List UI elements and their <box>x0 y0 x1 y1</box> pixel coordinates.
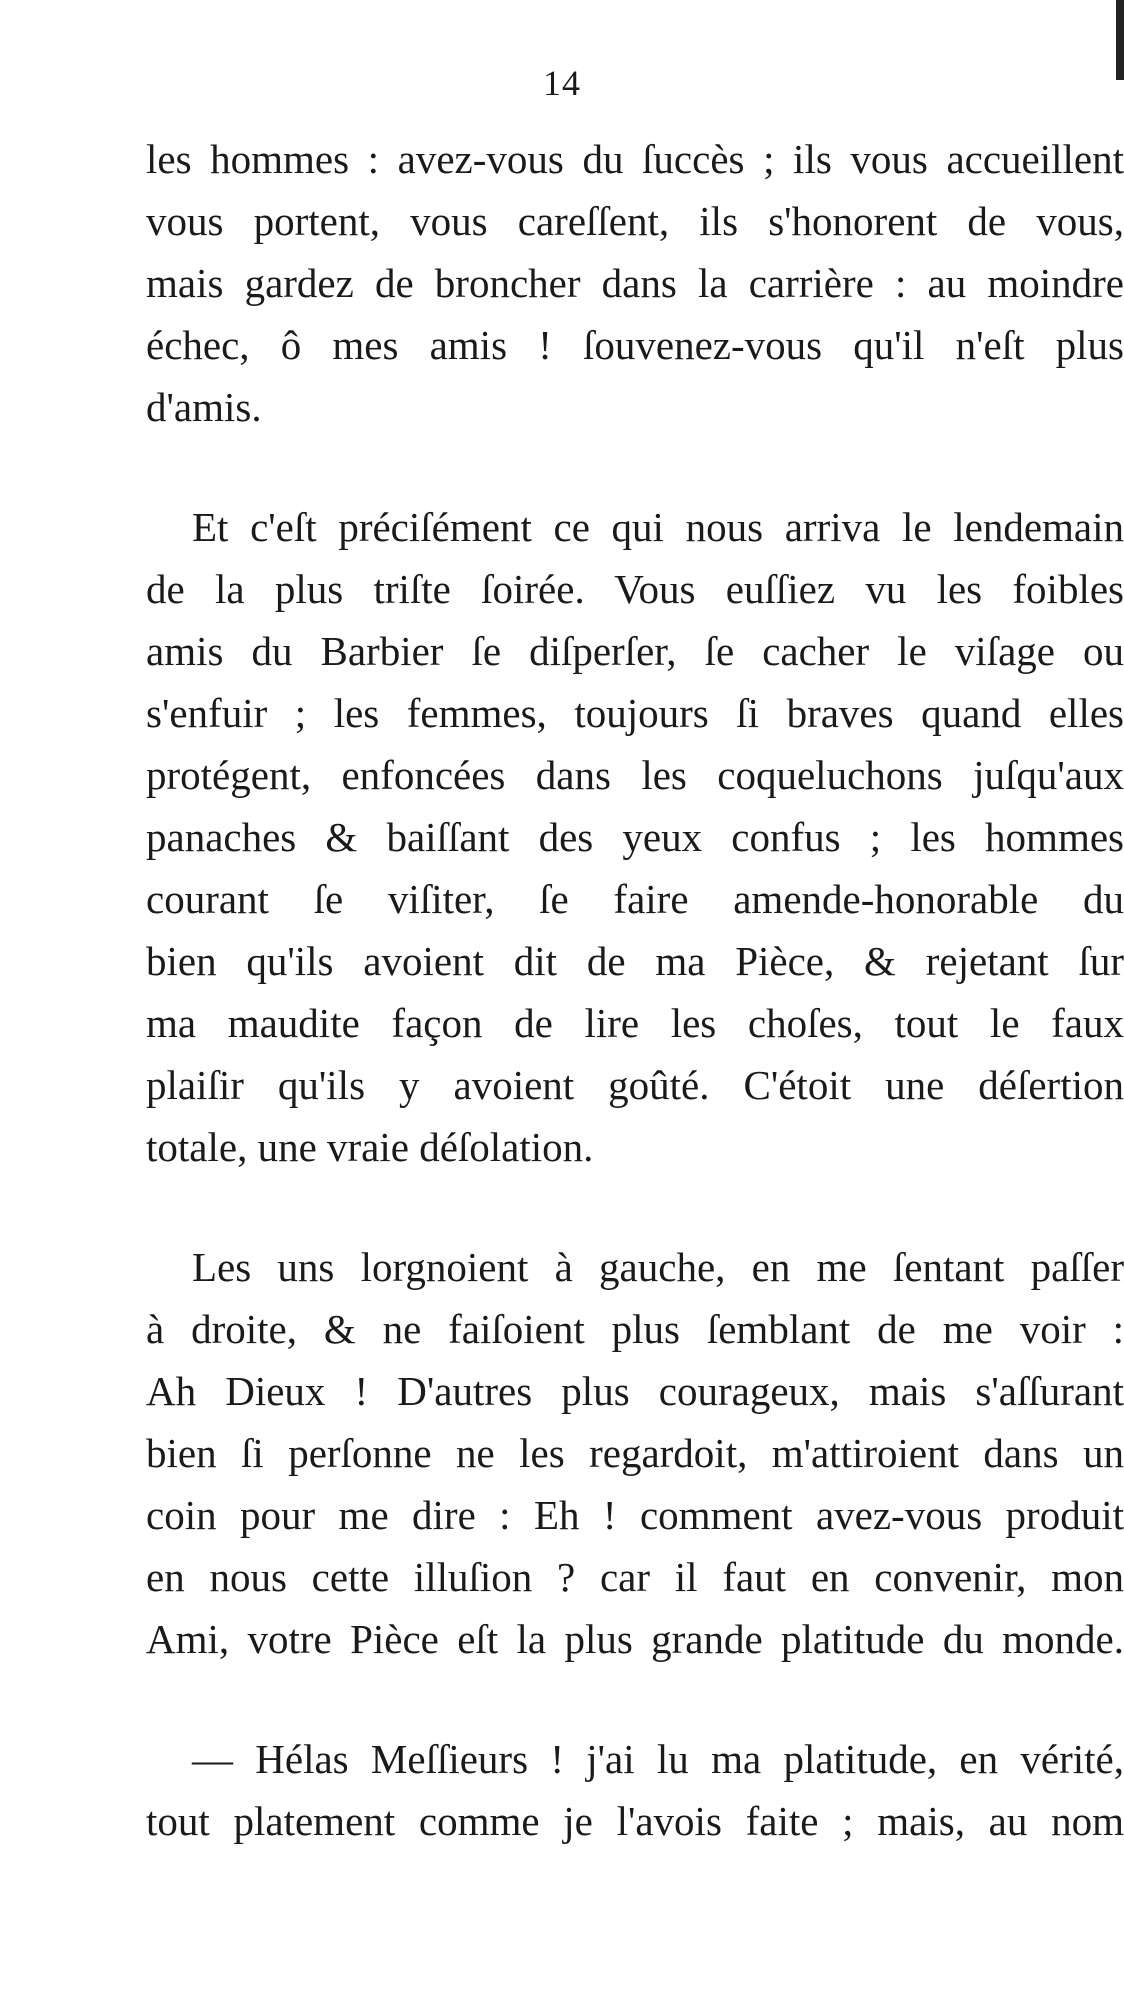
paragraph-2 <box>146 496 1124 1178</box>
text-line: — Hélas Meſſieurs ! j'ai lu ma platitude, en vérité, <box>192 1736 1124 1782</box>
page-number: 14 <box>543 63 581 103</box>
text-line: les hommes : avez-vous du ſuccès ; ils vous accueillent <box>146 136 1124 182</box>
body-text <box>146 128 1124 1852</box>
paragraph-3 <box>146 1236 1124 1670</box>
paragraph-4 <box>146 1728 1124 1852</box>
text-line: Ami, votre Pièce eſt la plus grande platitude du monde. <box>146 1616 1124 1662</box>
text-line: Les uns lorgnoient à gauche, en me ſentant paſſer <box>192 1244 1124 1290</box>
text-line: s'enfuir ; les femmes, toujours ſi braves quand elles <box>146 690 1124 736</box>
text-line: ma maudite façon de lire les choſes, tout le faux <box>146 1000 1124 1046</box>
text-line: d'amis. <box>146 384 262 430</box>
text-line: tout platement comme je l'avois faite ; mais, au nom <box>146 1798 1124 1844</box>
text-line: Ah Dieux ! D'autres plus courageux, mais s'aſſurant <box>146 1368 1124 1414</box>
paragraph-spacer <box>146 438 1124 496</box>
text-line: courant ſe viſiter, ſe faire amende-honorable du <box>146 876 1124 922</box>
text-line: protégent, enfoncées dans les coqueluchons juſqu'aux <box>146 752 1124 798</box>
text-line: échec, ô mes amis ! ſouvenez-vous qu'il n'eſt plus <box>146 322 1124 368</box>
text-line: bien qu'ils avoient dit de ma Pièce, & rejetant ſur <box>146 938 1124 984</box>
paragraph-spacer <box>146 1670 1124 1728</box>
text-line: à droite, & ne faiſoient plus ſemblant de me voir : <box>146 1306 1124 1352</box>
text-line: panaches & baiſſant des yeux confus ; les hommes <box>146 814 1124 860</box>
text-line: totale, une vraie déſolation. <box>146 1124 594 1170</box>
paragraph-1 <box>146 128 1124 438</box>
text-line: de la plus triſte ſoirée. Vous euſſiez vu les foibles <box>146 566 1124 612</box>
text-line: vous portent, vous careſſent, ils s'honorent de vous, <box>146 198 1124 244</box>
text-line: plaiſir qu'ils y avoient goûté. C'étoit une déſertion <box>146 1062 1124 1108</box>
text-line: amis du Barbier ſe diſperſer, ſe cacher le viſage ou <box>146 628 1124 674</box>
text-line: bien ſi perſonne ne les regardoit, m'attiroient dans un <box>146 1430 1124 1476</box>
text-line: en nous cette illuſion ? car il faut en convenir, mon <box>146 1554 1124 1600</box>
text-line: mais gardez de broncher dans la carrière : au moindre <box>146 260 1124 306</box>
text-line: Et c'eſt préciſément ce qui nous arriva le lendemain <box>192 504 1124 550</box>
paragraph-spacer <box>146 1178 1124 1236</box>
text-line: coin pour me dire : Eh ! comment avez-vous produit <box>146 1492 1124 1538</box>
